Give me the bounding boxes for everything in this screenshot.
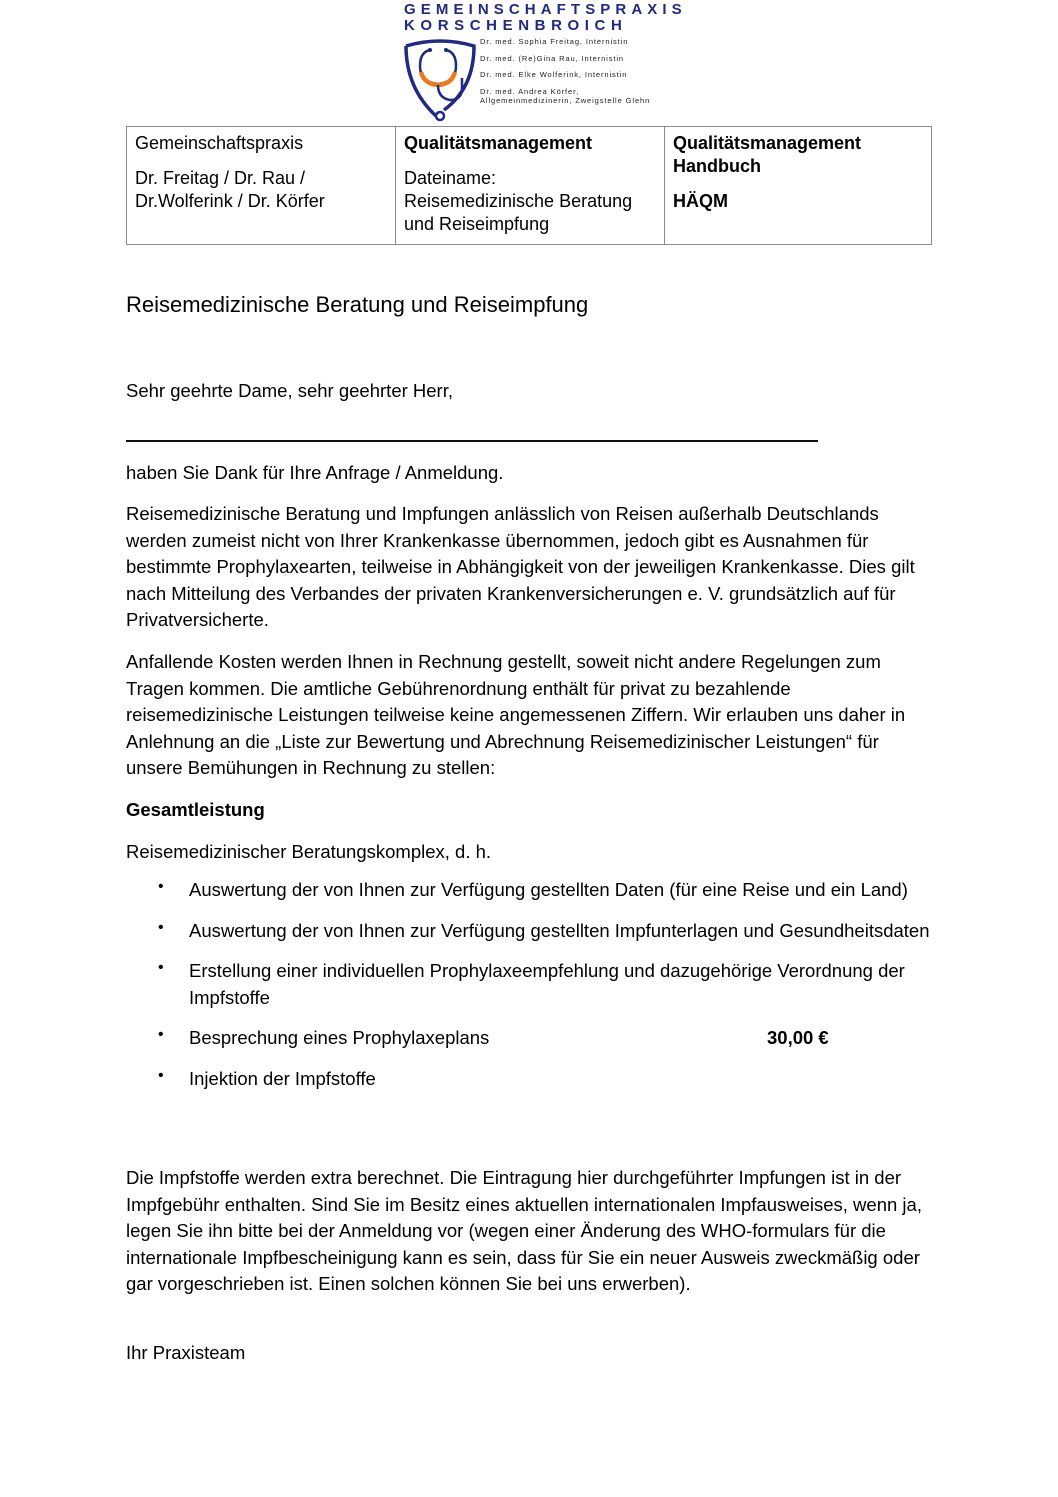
list-item <box>126 918 936 945</box>
section-heading: Gesamtleistung <box>126 799 265 820</box>
list-item-text: Auswertung der von Ihnen zur Verfügung gestellten Impfunterlagen und Gesundheitsdaten <box>189 919 930 941</box>
paragraph-coverage: Reisemedizinische Beratung und Impfungen anlässlich von Reisen außerhalb Deutschlands werden zumeist nicht von Ihrer Krankenkasse übernommen, jedoch gibt es Ausnahmen für bestimmte Prophylaxearten, teilweise in Abhängigkeit von der jeweiligen Krankenkasse. Dies gilt nach Mitteilung des Verbandes der privaten Krankenversicherungen e. V. grundsätzlich auf für Privatversicherte. <box>126 503 915 631</box>
thanks-text: haben Sie Dank für Ihre Anfrage / Anmeldung. <box>126 462 504 483</box>
doctor-2: Dr. med. (Re)Gina Rau, Internistin <box>480 53 624 63</box>
filename-value-line1: Reisemedizinische Beratung <box>404 191 633 211</box>
name-fill-line <box>126 440 818 442</box>
bullet-icon: • <box>158 1066 164 1084</box>
document-header-table <box>126 126 932 245</box>
doctor-4-role: Allgemeinmedizinerin, Zweigstelle Glehn <box>480 95 651 105</box>
salutation: Sehr geehrte Dame, sehr geehrter Herr, <box>126 380 453 401</box>
bullet-icon: • <box>158 878 164 895</box>
list-intro: Reisemedizinischer Beratungskomplex, d. h. <box>126 841 492 862</box>
price-value: 30,00 € <box>767 1027 829 1049</box>
stethoscope-shield-icon <box>400 38 480 122</box>
filename-value-line2: und Reiseimpfung <box>404 214 550 234</box>
doctor-4: Dr. med. Andrea Körfer, <box>480 86 580 96</box>
list-item-text: Auswertung der von Ihnen zur Verfügung gestellten Daten (für eine Reise und ein Land) <box>189 879 908 900</box>
header-cell-filename <box>396 127 665 245</box>
logo-title-line2: KORSCHENBROICH <box>404 17 628 34</box>
doctor-1: Dr. med. Sophia Freitag, Internistin <box>480 37 629 46</box>
doctor-3: Dr. med. Elke Wolferink, Internistin <box>480 70 628 79</box>
doctor-list <box>480 37 650 105</box>
page-title: Reisemedizinische Beratung und Reiseimpfung <box>126 292 589 317</box>
doctors-line2: Dr.Wolferink / Dr. Körfer <box>135 191 325 211</box>
header-cell-handbook <box>665 127 932 245</box>
handbook-heading-line2: Handbuch <box>673 156 761 176</box>
bullet-icon: • <box>158 959 164 977</box>
header-cell-practice <box>127 127 396 245</box>
logo-title-line1: GEMEINSCHAFTSPRAXIS <box>404 1 687 18</box>
service-list <box>126 877 936 1107</box>
bullet-icon: • <box>158 918 164 936</box>
practice-name: Gemeinschaftspraxis <box>135 133 304 153</box>
paragraph-costs: Anfallende Kosten werden Ihnen in Rechnung gestellt, soweit nicht andere Regelungen zum Tragen kommen. Die amtliche Gebührenordnung enthält für privat zu bezahlende reisemedizinische Leistungen teilweise keine angemessenen Ziffern. Wir erlauben uns daher in Anlehnung an die „Liste zur Bewertung und Abrechnung Reisemedizinischer Leistungen“ für unsere Bemühungen in Rechnung zu stellen: <box>126 651 906 779</box>
handbook-code: HÄQM <box>673 191 728 211</box>
closing: Ihr Praxisteam <box>126 1342 246 1363</box>
qm-heading: Qualitätsmanagement <box>404 133 593 153</box>
bullet-icon: • <box>158 1026 164 1044</box>
list-item-text: Erstellung einer individuellen Prophylaxeempfehlung und dazugehörige Verordnung der Impfstoffe <box>189 960 905 1008</box>
list-item <box>126 1066 936 1093</box>
list-item-text: Injektion der Impfstoffe <box>189 1067 376 1089</box>
list-item <box>126 1025 936 1052</box>
doctors-line1: Dr. Freitag / Dr. Rau / <box>135 168 306 188</box>
practice-logo <box>400 0 687 122</box>
list-item-text: Besprechung eines Prophylaxeplans <box>189 1027 490 1049</box>
handbook-heading-line1: Qualitätsmanagement <box>673 133 862 153</box>
filename-label: Dateiname: <box>404 168 497 188</box>
list-item <box>126 877 936 904</box>
paragraph-vaccines: Die Impfstoffe werden extra berechnet. Die Eintragung hier durchgeführter Impfungen ist in der Impfgebühr enthalten. Sind Sie im Besitz eines aktuellen internationalen Impfausweises, wenn ja, legen Sie ihn bitte bei der Anmeldung vor (wegen einer Änderung des WHO-formulars für die internationale Impfbescheinigung kann es sein, dass für Sie ein neuer Ausweis zweckmäßig oder gar vorgeschrieben ist. Einen solchen können Sie bei uns erwerben). <box>126 1167 922 1295</box>
list-item <box>126 958 936 1011</box>
